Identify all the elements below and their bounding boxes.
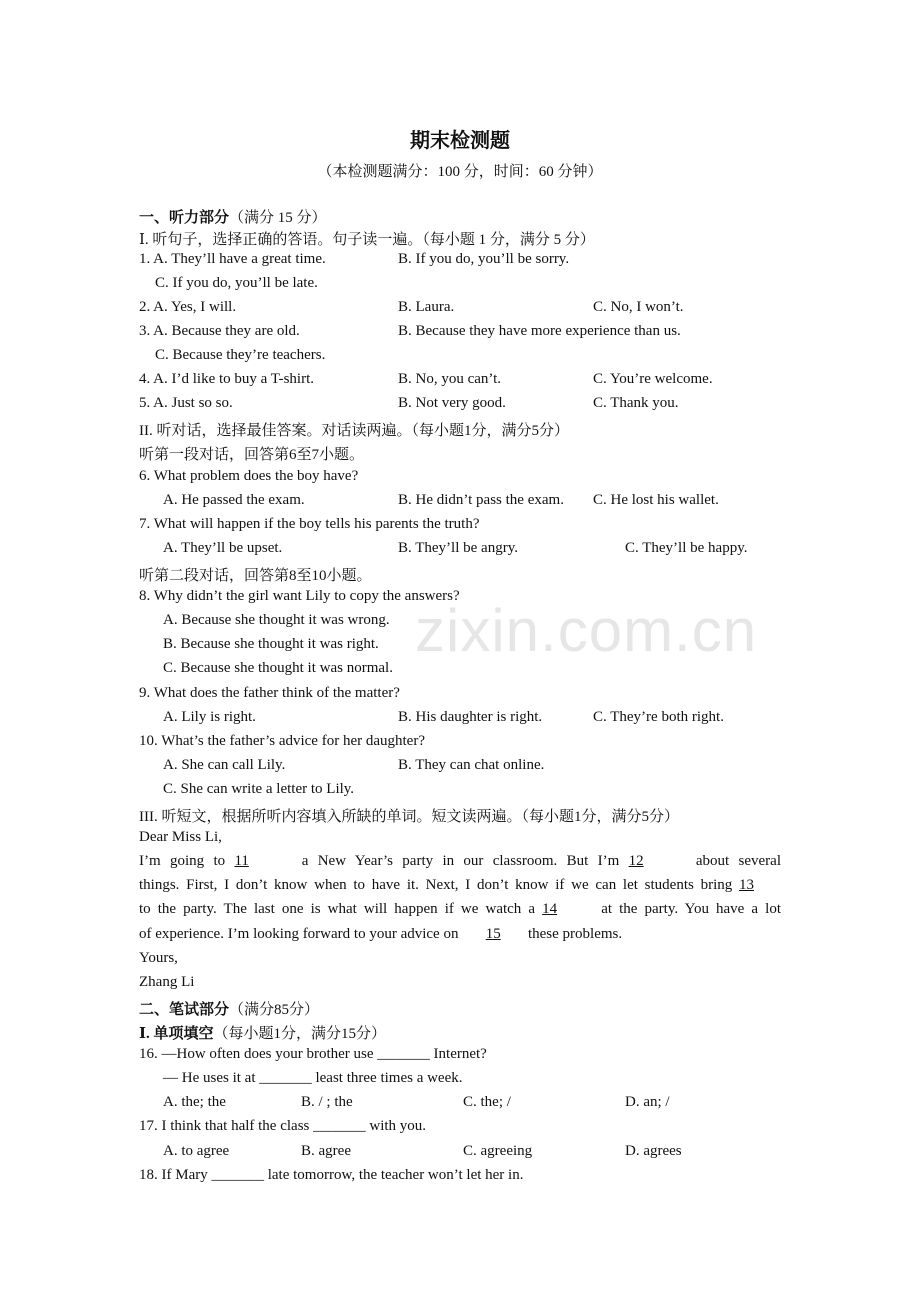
section1-title: Ⅰ. 听句子，选择正确的答语。句子读一遍。（每小题 1 分，满分 5 分） [139,232,595,248]
q7-option-c: C. They’ll be happy. [625,540,748,556]
q16-question-line2: — He uses it at _______ least three times a week. [163,1070,463,1086]
q4-option-a: 4. A. I’d like to buy a T-shirt. [139,371,314,387]
letter-text: I’m going to [139,853,226,869]
q8-option-b: B. Because she thought it was right. [163,636,379,652]
section-note: （每小题1分，满分15分） [213,1026,387,1042]
page-title: 期末检测题 [410,130,510,152]
blank-11: 11 [234,853,249,869]
section2-title: II. 听对话，选择最佳答案。对话读两遍。（每小题1分，满分5分） [139,423,569,439]
q9-option-c: C. They’re both right. [593,709,724,725]
q17-option-b: B. agree [301,1143,351,1159]
q17-option-a: A. to agree [163,1143,230,1159]
q7-question: 7. What will happen if the boy tells his parents the truth? [139,516,480,532]
q5-option-b: B. Not very good. [398,395,506,411]
q16-option-c: C. the; / [463,1094,511,1110]
blank-12: 12 [628,853,644,869]
q18-question: 18. If Mary _______ late tomorrow, the teacher won’t let her in. [139,1167,524,1183]
letter-text: about several [695,853,782,869]
q2-option-a: 2. A. Yes, I will. [139,299,237,315]
q7-option-a: A. They’ll be upset. [163,540,283,556]
q10-option-a: A. She can call Lily. [163,757,286,773]
letter-line-1 [139,853,781,870]
letter-line-3 [139,901,781,918]
blank-13: 13 [739,877,754,893]
q8-option-a: A. Because she thought it was wrong. [163,612,390,628]
q1-option-a: 1. A. They’ll have a great time. [139,251,326,267]
q3-option-c: C. Because they’re teachers. [155,347,326,363]
q4-option-b: B. No, you can’t. [398,371,502,387]
q9-option-b: B. His daughter is right. [398,709,543,725]
q10-option-c: C. She can write a letter to Lily. [163,781,355,797]
part2-heading [139,998,319,1019]
q6-option-b: B. He didn’t pass the exam. [398,492,564,508]
section-title: Ⅰ. 单项填空 [139,1026,214,1042]
dialog2-instruction: 听第二段对话，回答第8至10小题。 [139,568,372,584]
q1-option-b: B. If you do, you’ll be sorry. [398,251,570,267]
q2-option-b: B. Laura. [398,299,455,315]
q4-option-c: C. You’re welcome. [593,371,713,387]
q5-option-c: C. Thank you. [593,395,679,411]
q9-option-a: A. Lily is right. [163,709,256,725]
letter-line-2 [139,877,781,894]
letter-text: to the party. The last one is what will happen if we watch a [139,901,536,917]
letter-text: of experience. I’m looking forward to your advice on [139,926,459,942]
page-subtitle: （本检测题满分：100 分，时间：60 分钟） [317,164,603,180]
q6-option-c: C. He lost his wallet. [593,492,719,508]
letter-text: a New Year’s party in our classroom. But I’m [301,853,620,869]
q9-question: 9. What does the father think of the matter? [139,685,400,701]
q2-option-c: C. No, I won’t. [593,299,684,315]
letter-text: things. First, I don’t know when to have it. Next, I don’t know if we can let students bring [139,877,733,893]
q10-question: 10. What’s the father’s advice for her daughter? [139,733,425,749]
q17-question: 17. I think that half the class _______ with you. [139,1118,427,1134]
q10-option-b: B. They can chat online. [398,757,545,773]
dialog1-instruction: 听第一段对话，回答第6至7小题。 [139,447,365,463]
blank-14: 14 [542,901,558,917]
letter-signature: Zhang Li [139,974,195,990]
q8-question: 8. Why didn’t the girl want Lily to copy the answers? [139,588,460,604]
blank-15: 15 [485,926,501,942]
q16-option-a: A. the; the [163,1094,226,1110]
part1-heading-note: （满分 15 分） [229,210,327,226]
letter-greeting: Dear Miss Li, [139,829,222,845]
letter-line-4 [139,926,622,943]
q6-option-a: A. He passed the exam. [163,492,305,508]
q17-option-d: D. agrees [625,1143,682,1159]
q3-option-a: 3. A. Because they are old. [139,323,300,339]
letter-text: these problems. [527,926,623,942]
q17-option-c: C. agreeing [463,1143,533,1159]
q8-option-c: C. Because she thought it was normal. [163,660,393,676]
watermark: zixin.com.cn [415,597,758,664]
q7-option-b: B. They’ll be angry. [398,540,518,556]
part2-heading-title: 二、笔试部分 [139,1002,230,1018]
letter-text: at the party. You have a lot [601,901,781,917]
q3-option-b: B. Because they have more experience than us. [398,323,681,339]
part1-heading [139,206,327,227]
q6-question: 6. What problem does the boy have? [139,468,359,484]
q16-question: 16. —How often does your brother use _______ Internet? [139,1046,487,1062]
q1-option-c: C. If you do, you’ll be late. [155,275,318,291]
section3-title: III. 听短文，根据所听内容填入所缺的单词。短文读两遍。（每小题1分，满分5分） [139,809,679,825]
letter-closing: Yours, [139,950,178,966]
part2-heading-note: （满分85分） [229,1002,320,1018]
q16-option-b: B. / ; the [301,1094,353,1110]
q16-option-d: D. an; / [625,1094,670,1110]
part1-heading-title: 一、听力部分 [139,210,230,226]
q5-option-a: 5. A. Just so so. [139,395,233,411]
part2-section1-heading [139,1022,386,1043]
